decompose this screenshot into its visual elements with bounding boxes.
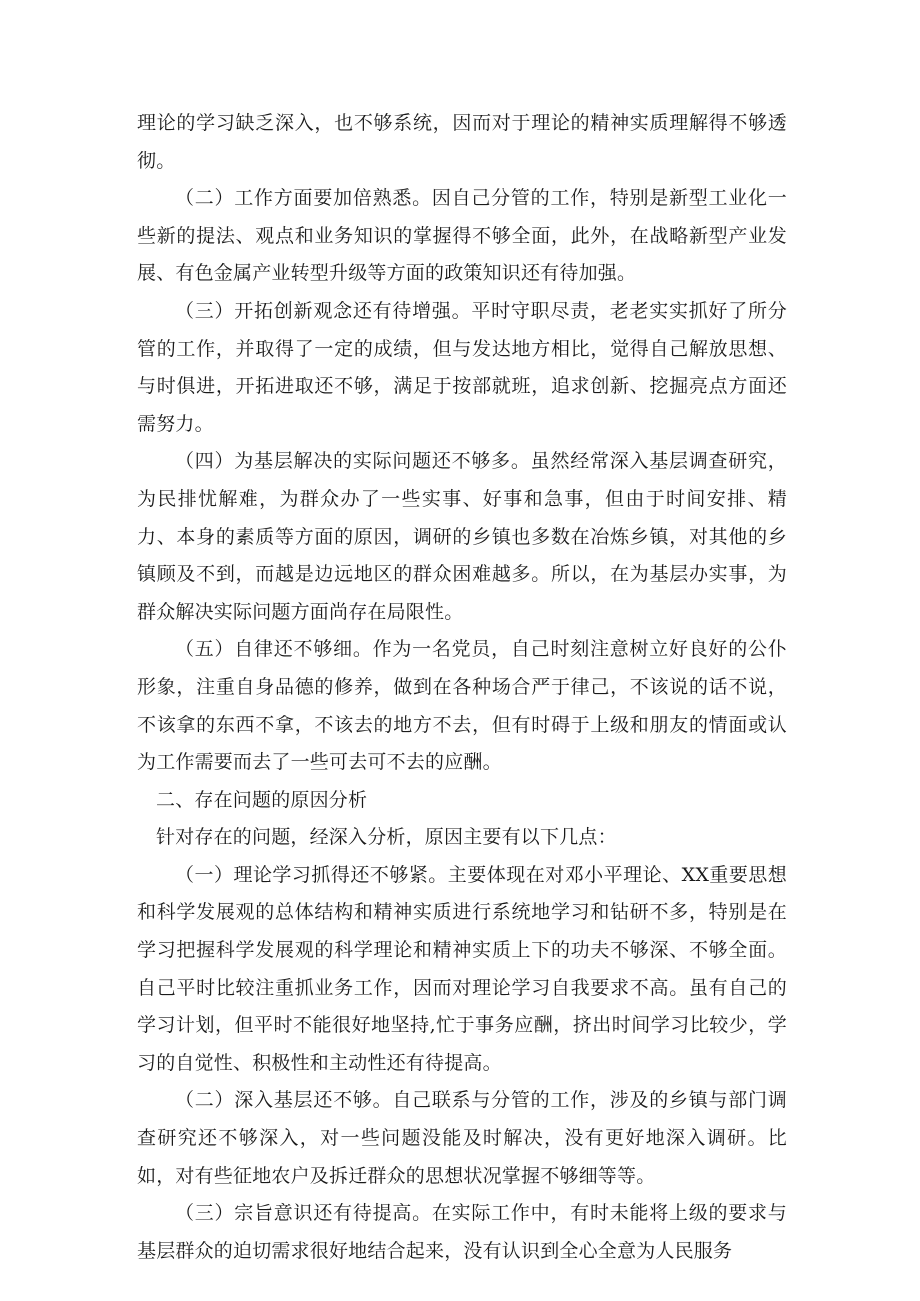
section-heading-cause-analysis: 二、存在问题的原因分析 <box>156 788 368 811</box>
paragraph-purpose-awareness: （三）宗旨意识还有待提高。在实际工作中，有时未能将上级的要求与基层群众的迫切需求很好地结合起来，没有认识到全心全意为人民服务 <box>137 1202 787 1262</box>
paragraph-self-discipline: （五）自律还不够细。作为一名党员，自己时刻注意树立好良好的公仆形象，注重自身品德的修养，做到在各种场合严于律己，不该说的话不说，不该拿的东西不拿，不该去的地方不去，但有时碍于上级和朋友的情面或认为工作需要而去了一些可去可不去的应酬。 <box>137 638 787 774</box>
paragraph-continuation: 理论的学习缺乏深入，也不够系统，因而对于理论的精神实质理解得不够透彻。 <box>137 112 787 172</box>
paragraph-work-familiarity: （二）工作方面要加倍熟悉。因自己分管的工作，特别是新型工业化一些新的提法、观点和业务知识的掌握得不够全面，此外，在战略新型产业发展、有色金属产业转型升级等方面的政策知识还有待加强。 <box>137 187 787 285</box>
paragraph-grassroots-depth: （二）深入基层还不够。自己联系与分管的工作，涉及的乡镇与部门调查研究还不够深入，对一些问题没能及时解决，没有更好地深入调研。比如，对有些征地农户及拆迁群众的思想状况掌握不够细等等。 <box>137 1089 787 1187</box>
paragraph-grassroots-problems: （四）为基层解决的实际问题还不够多。虽然经常深入基层调查研究，为民排忧解难，为群众办了一些实事、好事和急事，但由于时间安排、精力、本身的素质等方面的原因，调研的乡镇也多数在冶炼乡镇，对其他的乡镇顾及不到，而越是边远地区的群众困难越多。所以，在为基层办实事，为群众解决实际问题方面尚存在局限性。 <box>137 450 787 623</box>
paragraph-analysis-intro: 针对存在的问题，经深入分析，原因主要有以下几点： <box>156 826 617 849</box>
paragraph-theory-study: （一）理论学习抓得还不够紧。主要体现在对邓小平理论、XX重要思想和科学发展观的总体结构和精神实质进行系统地学习和钻研不多，特别是在学习把握科学发展观的科学理论和精神实质上下的功夫不够深、不够全面。自己平时比较注重抓业务工作，因而对理论学习自我要求不高。虽有自己的学习计划，但平时不能很好地坚持,忙于事务应酬，挤出时间学习比较少，学习的自觉性、积极性和主动性还有待提高。 <box>137 863 787 1074</box>
paragraph-innovation: （三）开拓创新观念还有待增强。平时守职尽责，老老实实抓好了所分管的工作，并取得了一定的成绩，但与发达地方相比，觉得自己解放思想、与时俱进，开拓进取还不够，满足于按部就班，追求创新、挖掘亮点方面还需努力。 <box>137 299 787 435</box>
document-body <box>137 105 787 1270</box>
